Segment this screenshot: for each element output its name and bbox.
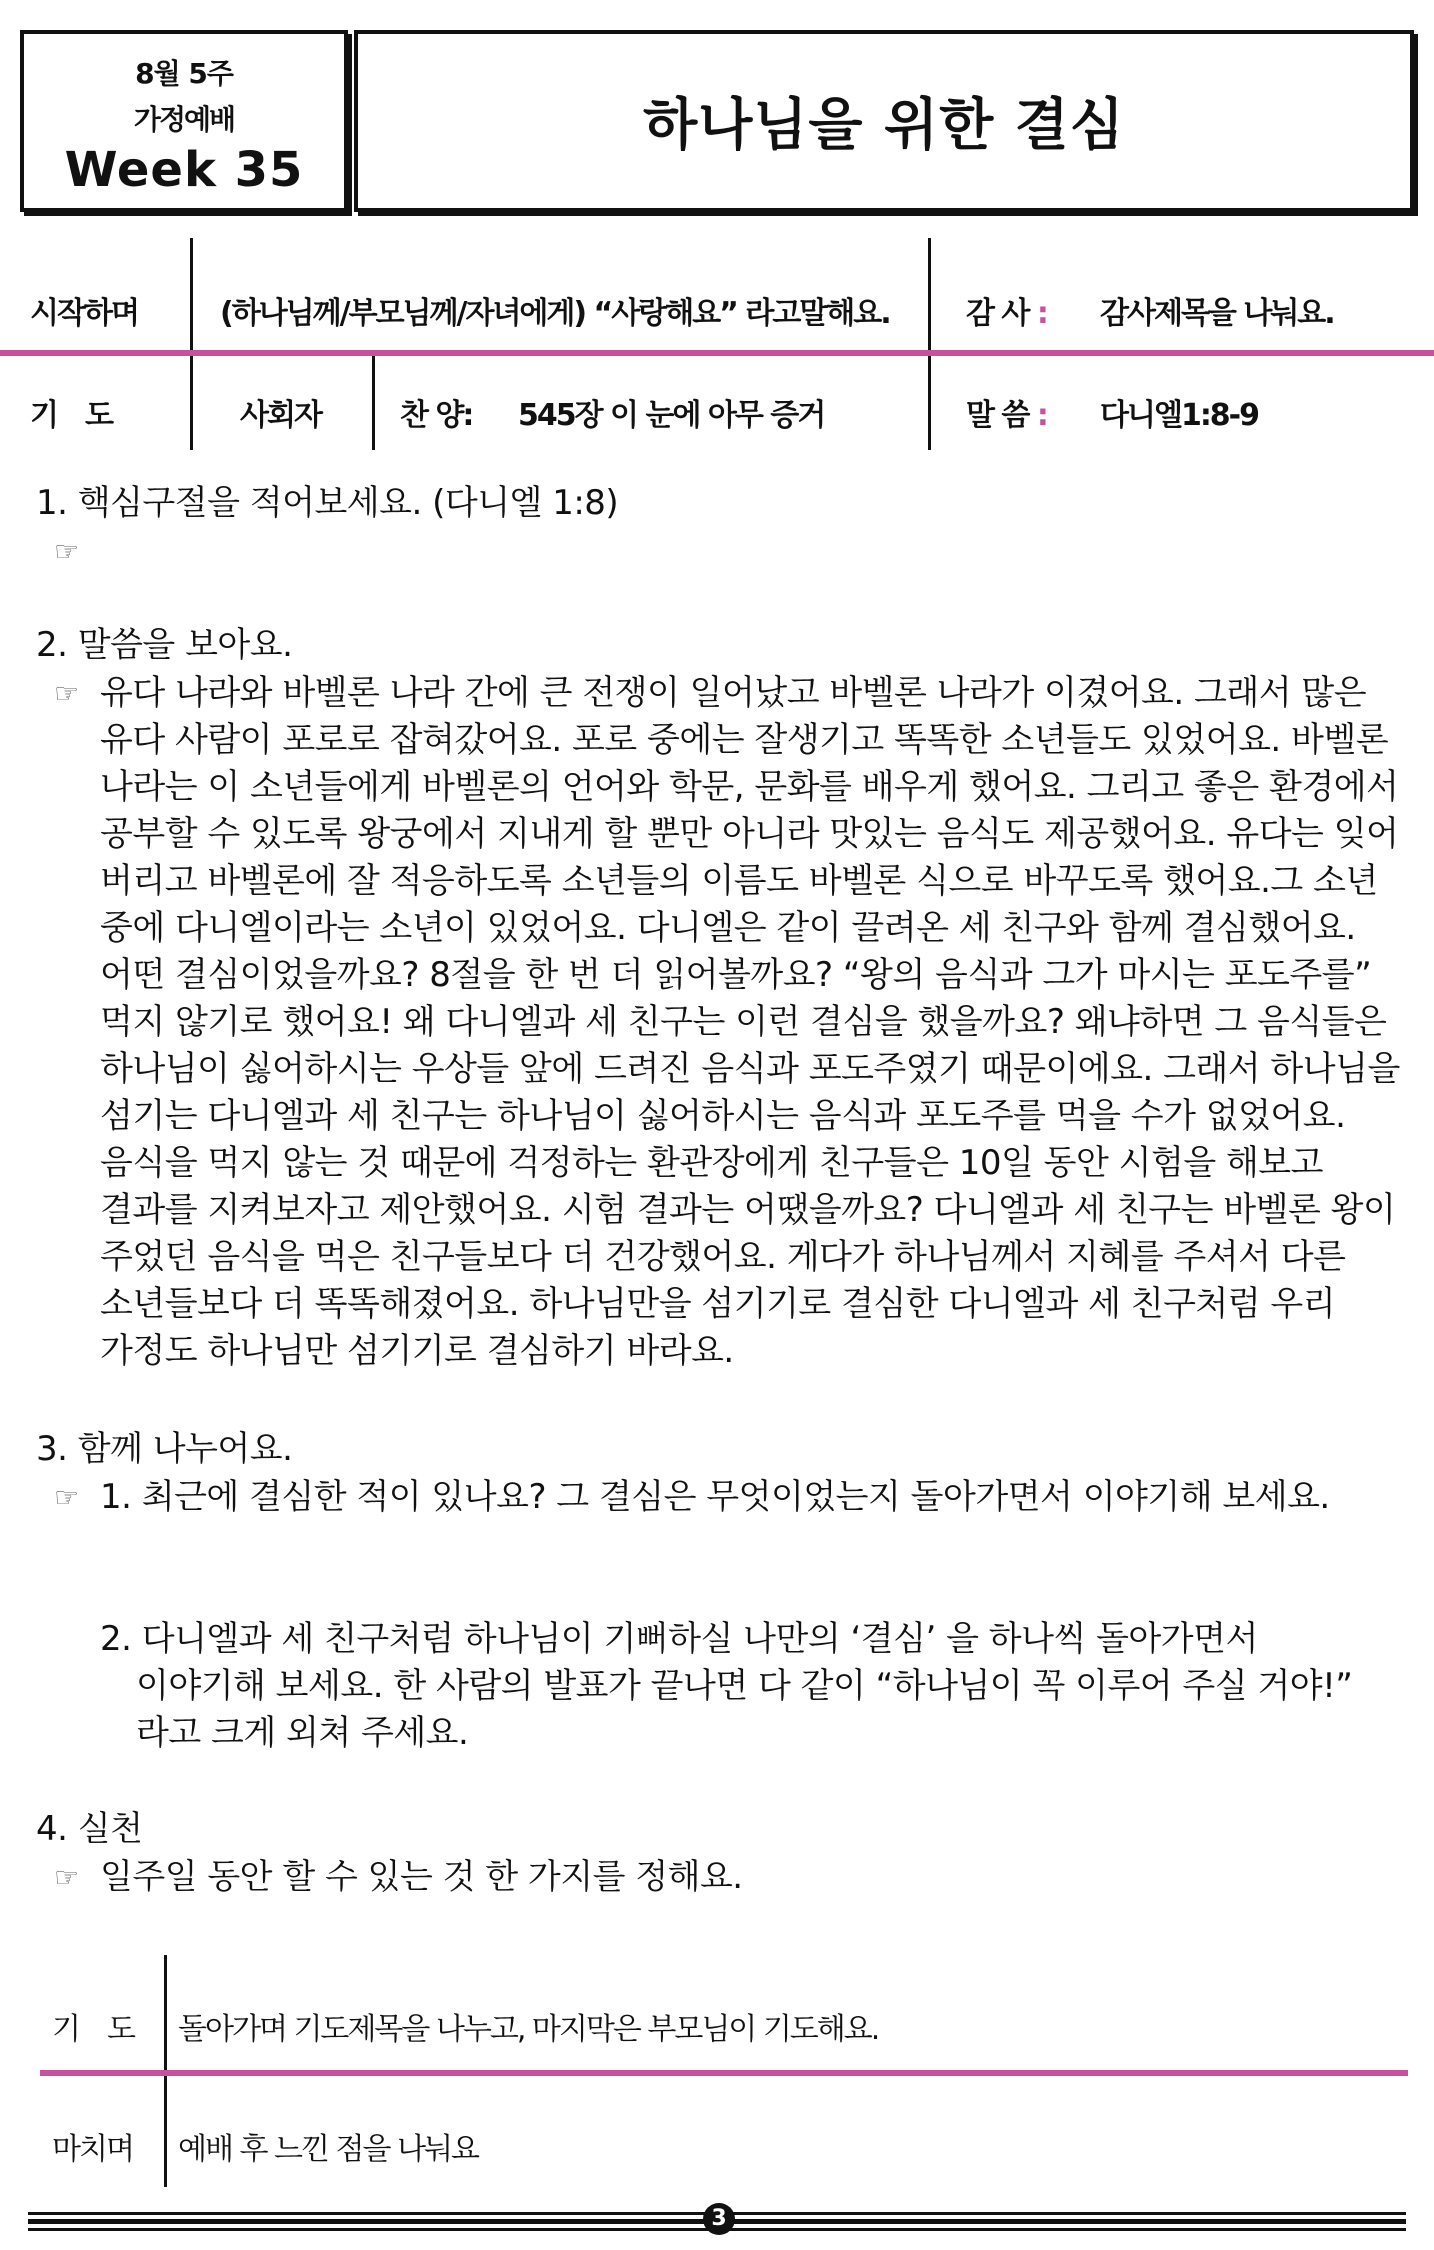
closing-prayer-label: 기 도: [52, 2012, 134, 2047]
text-line: 어떤 결심이었을까요? 8절을 한 번 더 읽어볼까요? “왕의 음식과 그가 마시는 포도주를”: [100, 955, 1372, 995]
page-number: 3: [703, 2203, 735, 2235]
closing-end-text: 예배 후 느낀 점을 나눠요: [178, 2132, 478, 2167]
hand-pointer-icon: ☞: [54, 677, 79, 710]
closing-end-label: 마치며: [52, 2132, 133, 2167]
prayer-label: 기 도: [30, 398, 112, 433]
hand-pointer-icon: ☞: [54, 535, 79, 568]
hymn-text: 545장 이 눈에 아무 증거: [518, 398, 825, 433]
section-3-title: 3. 함께 나누어요.: [36, 1429, 293, 1469]
week-label: Week 35: [64, 142, 304, 198]
worship-label: 가정예배: [133, 103, 235, 136]
thanks-label: 감 사 :: [966, 296, 1047, 331]
week-box: [20, 30, 348, 212]
text-line: 가정도 하나님만 섬기기로 결심하기 바라요.: [100, 1331, 734, 1371]
word-text: 다니엘1:8-9: [1100, 398, 1259, 433]
divider-line: [0, 350, 1434, 356]
divider: [372, 355, 375, 450]
section-1-title: 1. 핵심구절을 적어보세요. (다니엘 1:8): [36, 483, 619, 523]
opening-text: (하나님께/부모님께/자녀에게) “사랑해요” 라고말해요.: [220, 296, 890, 331]
text-line: 소년들보다 더 똑똑해졌어요. 하나님만을 섬기기로 결심한 다니엘과 세 친구처럼 우리: [100, 1284, 1336, 1324]
title-box: [354, 30, 1414, 212]
text-line: 음식을 먹지 않는 것 때문에 걱정하는 환관장에게 친구들은 10일 동안 시험을 해보고: [100, 1143, 1323, 1183]
text-line: 유다 사람이 포로로 잡혀갔어요. 포로 중에는 잘생기고 똑똑한 소년들도 있었어요. 바벨론: [100, 720, 1389, 760]
text-line: 버리고 바벨론에 잘 적응하도록 소년들의 이름도 바벨론 식으로 바꾸도록 했어요.그 소년: [100, 861, 1378, 901]
page-title: 하나님을 위한 결심: [643, 93, 1125, 158]
divider: [928, 238, 931, 450]
text-line: 중에 다니엘이라는 소년이 있었어요. 다니엘은 같이 끌려온 세 친구와 함께 결심했어요.: [100, 908, 1356, 948]
divider: [190, 238, 193, 450]
text-line: 하나님이 싫어하시는 우상들 앞에 드려진 음식과 포도주였기 때문이에요. 그래서 하나님을: [100, 1049, 1400, 1089]
divider-line: [40, 2070, 1408, 2076]
text-line: 공부할 수 있도록 왕궁에서 지내게 할 뿐만 아니라 맛있는 음식도 제공했어요. 유다는 잊어: [100, 814, 1399, 854]
question-2-line: 라고 크게 외쳐 주세요.: [136, 1713, 469, 1753]
hymn-label: 찬 양:: [400, 398, 473, 433]
thanks-text: 감사제목을 나눠요.: [1100, 296, 1334, 331]
date-label: 8월 5주: [135, 57, 233, 90]
text-line: 주었던 음식을 먹은 친구들보다 더 건강했어요. 게다가 하나님께서 지혜를 주셔서 다른: [100, 1237, 1346, 1277]
practice-text: 일주일 동안 할 수 있는 것 한 가지를 정해요.: [100, 1857, 743, 1897]
section-4-title: 4. 실천: [36, 1809, 143, 1849]
closing-prayer-text: 돌아가며 기도제목을 나누고, 마지막은 부모님이 기도해요.: [178, 2012, 879, 2047]
question-2-line: 이야기해 보세요. 한 사람의 발표가 끝나면 다 같이 “하나님이 꼭 이루어 주실 거야!”: [136, 1666, 1353, 1706]
leader-label: 사회자: [240, 398, 321, 433]
question-2-line: 2. 다니엘과 세 친구처럼 하나님이 기뻐하실 나만의 ‘결심’ 을 하나씩 돌아가면서: [100, 1619, 1258, 1659]
word-label: 말 씀 :: [966, 398, 1047, 433]
text-line: 나라는 이 소년들에게 바벨론의 언어와 학문, 문화를 배우게 했어요. 그리고 좋은 환경에서: [100, 767, 1399, 807]
section-2-title: 2. 말씀을 보아요.: [36, 625, 293, 665]
question-1: 1. 최근에 결심한 적이 있나요? 그 결심은 무엇이었는지 돌아가면서 이야기해 보세요.: [100, 1477, 1330, 1517]
text-line: 결과를 지켜보자고 제안했어요. 시험 결과는 어땠을까요? 다니엘과 세 친구는 바벨론 왕이: [100, 1190, 1396, 1230]
text-line: 섬기는 다니엘과 세 친구는 하나님이 싫어하시는 음식과 포도주를 먹을 수가 없었어요.: [100, 1096, 1346, 1136]
opening-label: 시작하며: [30, 296, 138, 331]
hand-pointer-icon: ☞: [54, 1861, 79, 1894]
text-line: 먹지 않기로 했어요! 왜 다니엘과 세 친구는 이런 결심을 했을까요? 왜냐하면 그 음식들은: [100, 1002, 1387, 1042]
hand-pointer-icon: ☞: [54, 1481, 79, 1514]
info-table: [0, 238, 1434, 450]
text-line: 유다 나라와 바벨론 나라 간에 큰 전쟁이 일어났고 바벨론 나라가 이겼어요. 그래서 많은: [100, 673, 1367, 713]
